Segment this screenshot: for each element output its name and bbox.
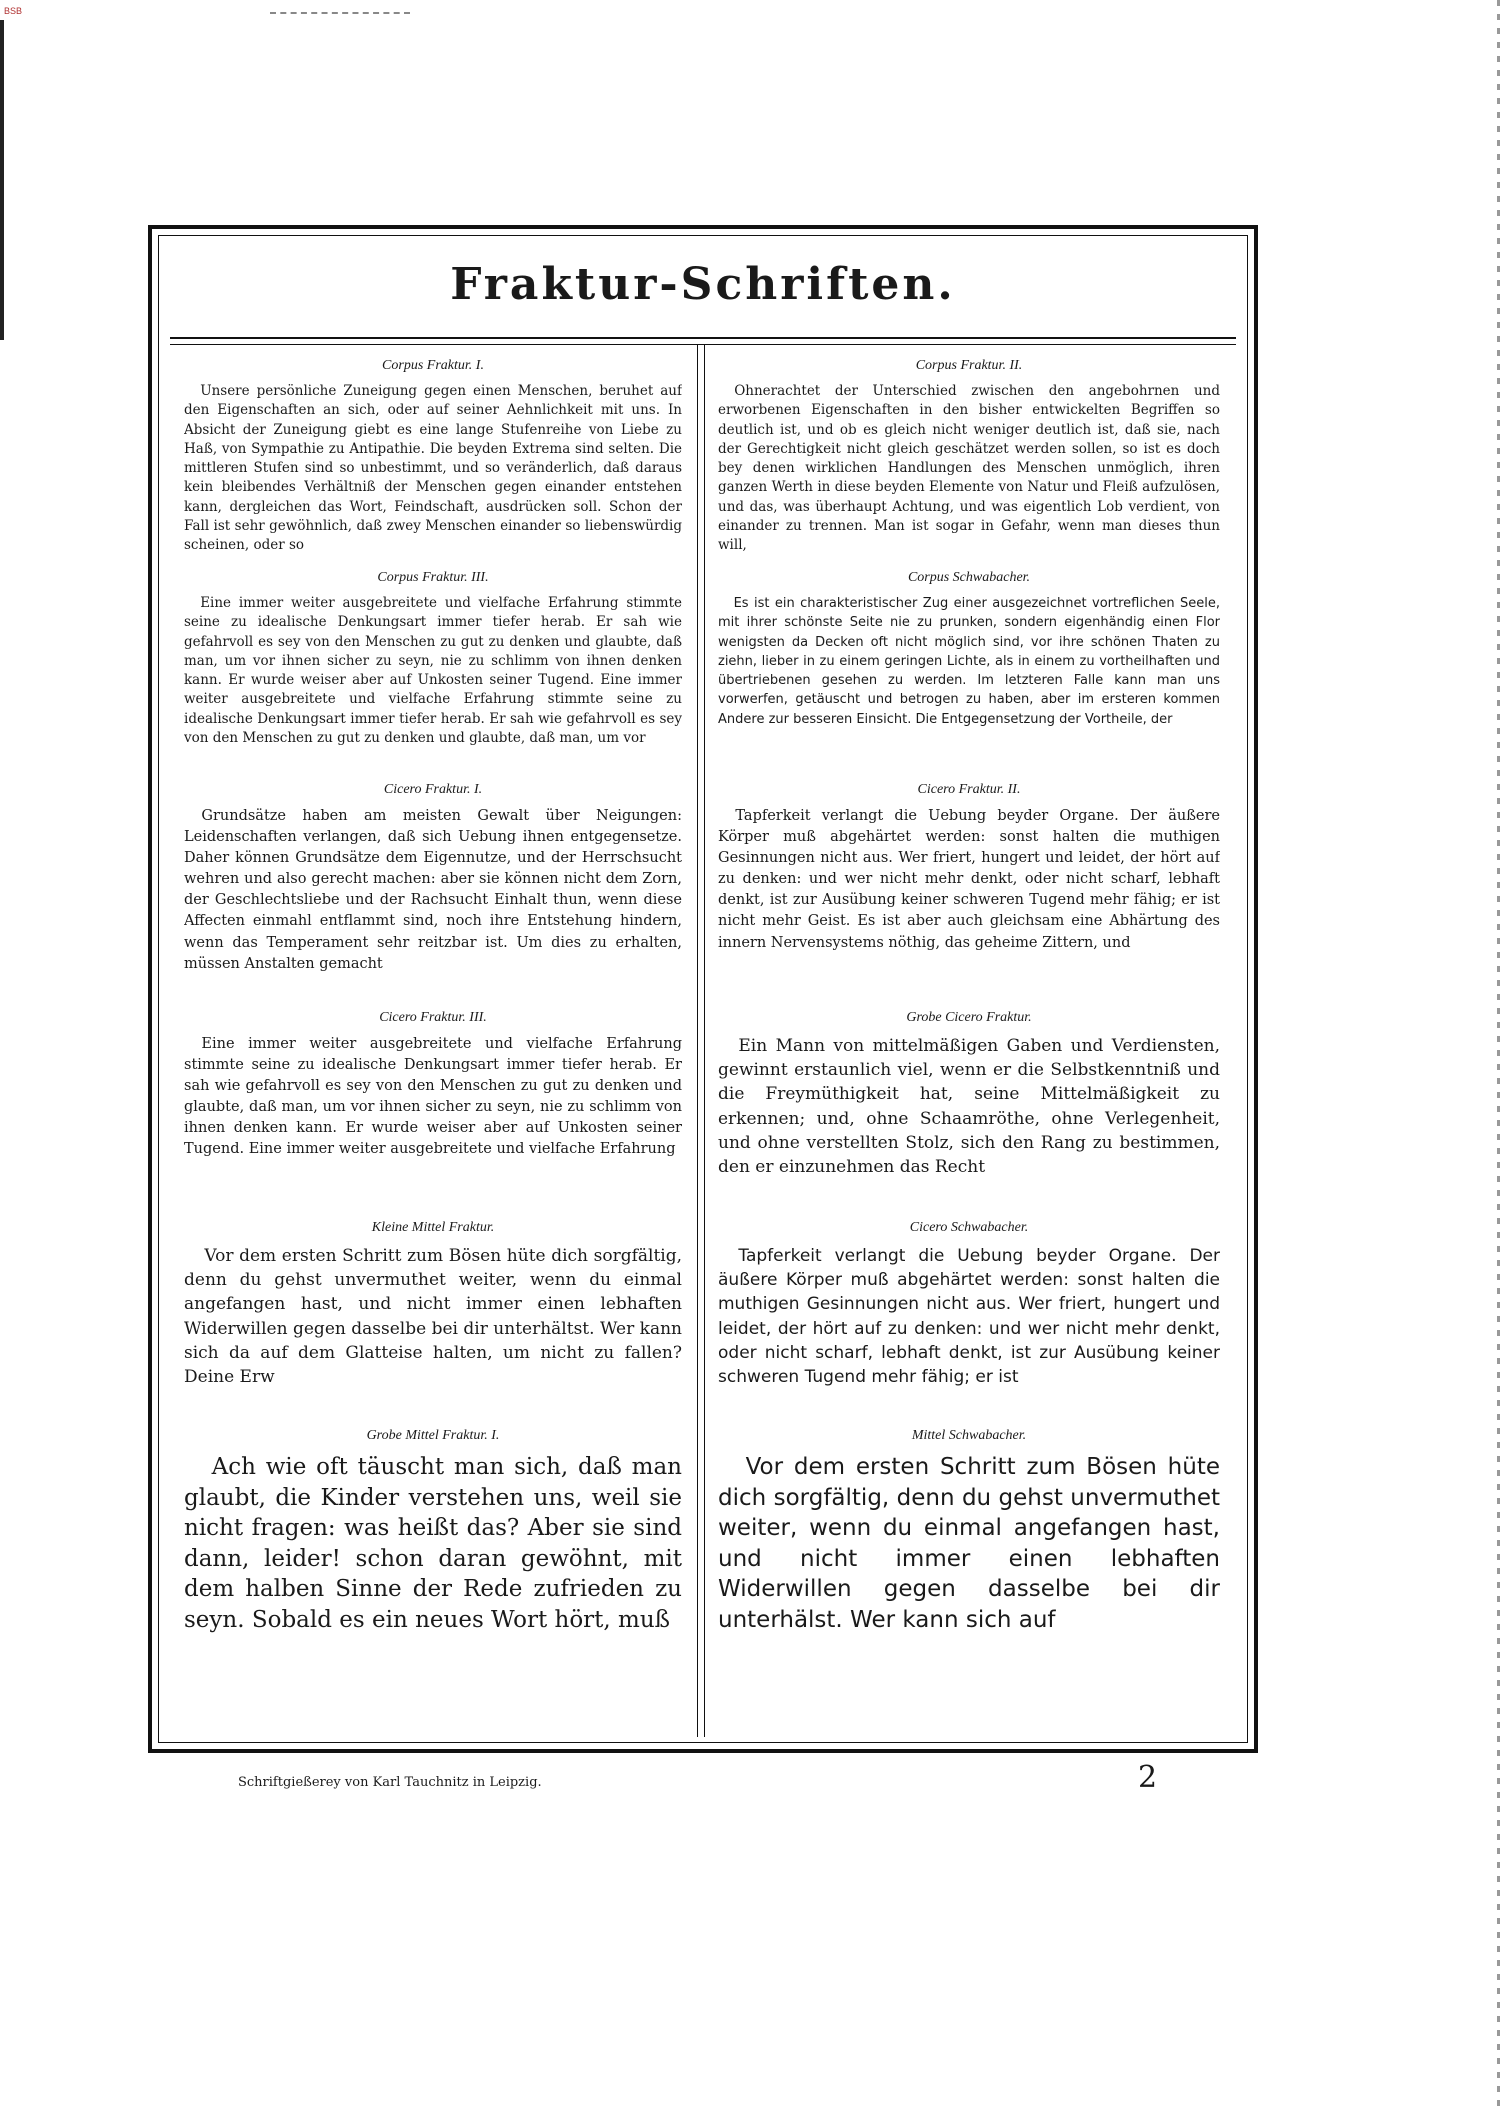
left-column bbox=[184, 354, 682, 1737]
specimen-label: Cicero Schwabacher. bbox=[909, 1220, 1029, 1235]
specimen-block bbox=[184, 1428, 682, 1638]
right-column bbox=[718, 354, 1220, 1737]
specimen-label: Cicero Fraktur. III. bbox=[379, 1010, 487, 1025]
specimen-label: Corpus Fraktur. III. bbox=[377, 570, 489, 585]
specimen-block bbox=[718, 570, 1220, 768]
foundry-imprint: Schriftgießerey von Karl Tauchnitz in Leipzig. bbox=[238, 1775, 542, 1790]
specimen-block bbox=[184, 358, 682, 556]
specimen-text: Eine immer weiter ausgebreitete und vielfache Erfahrung stimmte seine zu idealische Denkungsart immer tiefer herab. Er sah wie gefahrvoll es sey von den Menschen zu gut zu denken und glaubte, daß man, um vor ihnen sicher zu seyn, nie zu schlimm von ihnen denken kann. Er wurde weiser aber auf Unkosten seiner Tugend. Eine immer weiter ausgebreitete und vielfache Erfahrung stimmte seine zu idealische Denkungsart immer tiefer herab. Er sah wie gefahrvoll es sey von den Menschen zu gut zu denken und glaubte, daß man, um vor bbox=[184, 595, 682, 747]
specimen-text: Ach wie oft täuscht man sich, daß man glaubt, die Kinder verstehen uns, weil sie nicht fragen: was heißt das? Aber sie sind dann, leider! schon daran gewöhnt, mit dem halben Sinne der Rede zufrieden zu seyn. Sobald es ein neues Wort hört, muß bbox=[184, 1454, 682, 1633]
specimen-text: Vor dem ersten Schritt zum Bösen hüte dich sorgfältig, denn du gehst unvermuthet weiter, wenn du einmal angefangen hast, und nicht immer einen lebhaften Widerwillen gegen dasselbe bei dir unterhältst. Wer kann sich da auf dem Glatteise halten, um nicht zu fallen? Deine Erw bbox=[184, 1246, 682, 1388]
specimen-block bbox=[184, 1220, 682, 1414]
specimen-text: Eine immer weiter ausgebreitete und vielfache Erfahrung stimmte seine zu idealische Denkungsart immer tiefer herab. Er sah wie gefahrvoll es sey von den Menschen zu gut zu denken und glaubte, daß man, um vor ihnen sicher zu seyn, nie zu schlimm von ihnen denken kann. Er wurde weiser aber auf Unkosten seiner Tugend. Eine immer weiter ausgebreitete und vielfache Erfahrung bbox=[184, 1036, 682, 1158]
page-title: Fraktur-Schriften. bbox=[450, 259, 956, 310]
specimen-label: Kleine Mittel Fraktur. bbox=[371, 1220, 495, 1235]
specimen-text: Ein Mann von mittelmäßigen Gaben und Verdiensten, gewinnt erstaunlich viel, wenn er die Selbstkenntniß und die Freymüthigkeit hat, seine Mittelmäßigkeit zu erkennen; und, ohne Schaamröthe, ohne Verlegenheit, und ohne verstellten Stolz, sich den Rang zu bestimmen, den er einzunehmen das Recht bbox=[718, 1036, 1220, 1178]
specimen-label: Cicero Fraktur. I. bbox=[383, 782, 483, 797]
specimen-label: Corpus Fraktur. II. bbox=[915, 358, 1023, 373]
specimen-text: Ohnerachtet der Unterschied zwischen den angebohrnen und erworbenen Eigenschaften in den bisher entwickelten Begriffen so deutlich ist, und ob es gleich nicht weniger deutlich ist, daß sie, nach der Gerechtigkeit nicht gleich geschätzet werden sollen, so ist es doch bey denen wirklichen Handlungen des Menschen unmöglich, ihren ganzen Werth in diese beyden Elemente von Natur und Fleiß aufzulösen, und das, was überhaupt Achtung, und was eigentlich Lob verdient, von einander zu trennen. Man ist sogar in Gefahr, wenn man dieses thun will, bbox=[718, 383, 1220, 554]
specimen-block bbox=[184, 570, 682, 768]
library-stamp: BSB bbox=[4, 6, 23, 16]
column-divider bbox=[697, 345, 705, 1737]
specimen-block bbox=[718, 358, 1220, 556]
specimen-label: Cicero Fraktur. II. bbox=[917, 782, 1021, 797]
specimen-block bbox=[184, 1010, 682, 1206]
specimen-text: Tapferkeit verlangt die Uebung beyder Organe. Der äußere Körper muß abgehärtet werden: sonst halten die muthigen Gesinnungen nicht aus. Wer friert, hungert und leidet, der hört auf zu denken: und wer nicht mehr denkt, oder nicht scharf, lebhaft denkt, ist zur Ausübung keiner schweren Tugend mehr fähig; er ist bbox=[718, 1246, 1220, 1388]
specimen-block bbox=[184, 782, 682, 996]
specimen-frame bbox=[148, 225, 1258, 1753]
specimen-label: Mittel Schwabacher. bbox=[911, 1428, 1027, 1443]
specimen-label: Corpus Schwabacher. bbox=[907, 570, 1031, 585]
specimen-block bbox=[718, 1010, 1220, 1206]
specimen-text: Grundsätze haben am meisten Gewalt über Neigungen: Leidenschaften verlangen, daß sich Uebung ihnen entgegensetze. Daher können Grundsätze dem Eigennutze, und der Herrschsucht wehren und also gerecht machen: aber sie können nicht dem Zorn, der Geschlechtsliebe und der Rachsucht Einhalt thun, wenn diese Affecten einmahl entflammt sind, noch ihre Entstehung hindern, wenn das Temperament sehr reitzbar ist. Um dies zu erhalten, müssen Anstalten gemacht bbox=[184, 808, 682, 972]
page-number: 2 bbox=[1138, 1760, 1158, 1795]
scan-mark bbox=[270, 12, 410, 14]
specimen-label: Grobe Mittel Fraktur. I. bbox=[366, 1428, 500, 1443]
specimen-block bbox=[718, 782, 1220, 996]
specimen-label: Corpus Fraktur. I. bbox=[382, 358, 484, 373]
specimen-text: Tapferkeit verlangt die Uebung beyder Organe. Der äußere Körper muß abgehärtet werden: sonst halten die muthigen Gesinnungen nicht aus. Wer friert, hungert und leidet, der hört auf zu denken: und wer nicht mehr denkt, oder nicht scharf, lebhaft denkt, ist zur Ausübung keiner schweren Tugend mehr fähig; er ist nicht mehr Geist. Es ist aber auch gleichsam eine Abhärtung des innern Nervensystems nöthig, das geheime Zittern, und bbox=[718, 808, 1220, 951]
title-rule bbox=[170, 337, 1236, 345]
specimen-text: Vor dem ersten Schritt zum Bösen hüte dich sorgfältig, denn du gehst unvermuthet weiter, wenn du einmal angefangen hast, und nicht immer einen lebhaften Widerwillen gegen dasselbe bei dir unterhälst. Wer kann sich auf bbox=[718, 1454, 1220, 1633]
specimen-block bbox=[718, 1220, 1220, 1414]
binding-edge bbox=[0, 20, 4, 340]
specimen-block bbox=[718, 1428, 1220, 1638]
specimen-text: Es ist ein charakteristischer Zug einer ausgezeichnet vortreflichen Seele, mit ihrer schönste Seite nie zu prunken, sondern eigenhändig einen Flor wenigsten da Decken oft nicht möglich sind, vor ihre schönen Thaten zu ziehn, lieber in zu einem geringen Lichte, als in einem zu vortheilhaften und übertriebenen gesehen zu werden. Im letzteren Falle kann man uns vorwerfen, getäuscht und betrogen zu haben, aber im ersteren kommen Andere zur besseren Einsicht. Die Entgegensetzung der Vortheile, der bbox=[718, 596, 1220, 727]
specimen-label: Grobe Cicero Fraktur. bbox=[906, 1010, 1032, 1025]
specimen-text: Unsere persönliche Zuneigung gegen einen Menschen, beruhet auf den Eigenschaften an sich, oder auf seiner Aehnlichkeit mit uns. In Absicht der Zuneigung giebt es eine lange Stufenreihe von Liebe zu Haß, von Sympathie zu Antipathie. Die beyden Extrema sind selten. Die mittleren Stufen sind so unbestimmt, und so veränderlich, daß daraus kein bleibendes Verhältniß der Menschen gegen einander entstehen kann, dergleichen das Wort, Feindschaft, ausdrücken soll. Schon der Fall ist sehr gewöhnlich, daß zwey Menschen einander so liebenswürdig scheinen, oder so bbox=[184, 383, 682, 554]
